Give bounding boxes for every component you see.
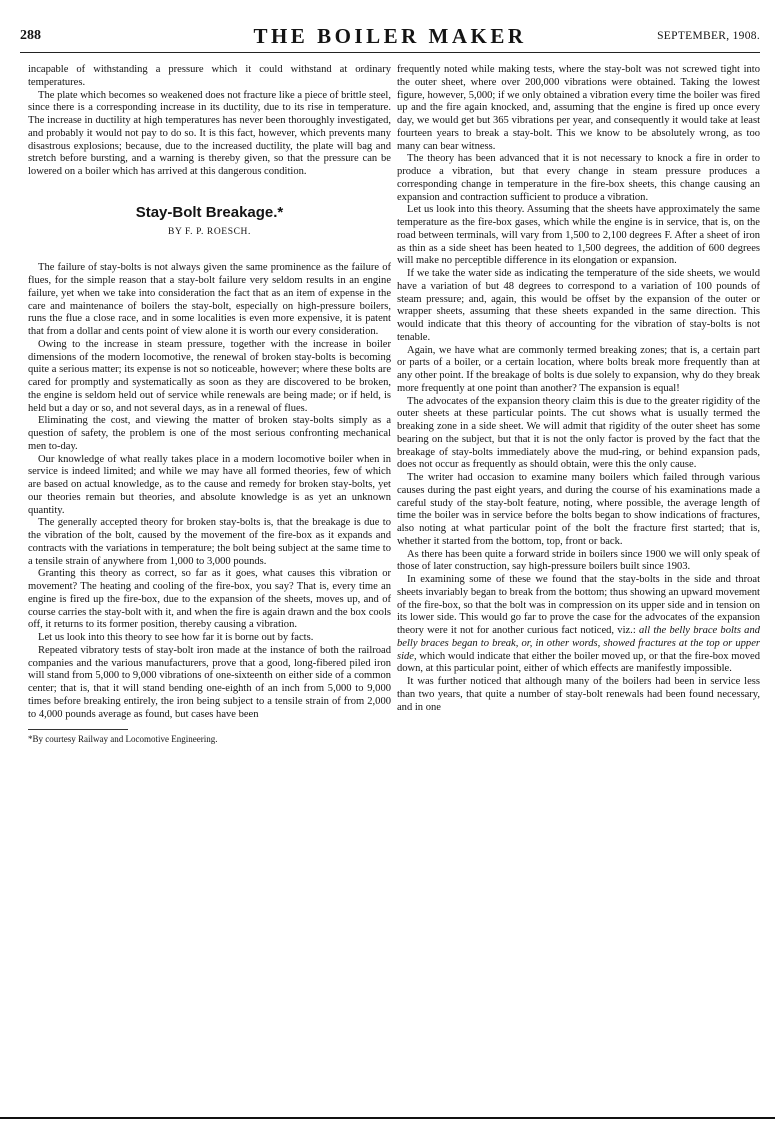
paragraph: The advocates of the expansion theory claim this is due to the greater rigidity of the outer sheets at these particular points. The cut shows what is usually termed the breaking zone in a side sheet. We will admit that rigidity of the outer sheet has some bearing on the subject, but that it is not the only factor is proved by the fact that the breakage of stay-bolts immediately above the mud-ring, or behind expansion pads, does not occur as frequently as should obtain, were this the only cause.	[397, 395, 760, 471]
paragraph: frequently noted while making tests, where the stay-bolt was not screwed tight into the outer sheet, where over 200,000 vibrations were obtained. Taking the lowest figure, however, 5,000; if we only obtained a vibration every time the boiler was fired up and the fire again knocked, and, assuming that the engine is fired up once every day, we would get but 365 vibrations per year, and consequently it would take at least fourteen years to break a stay-bolt. This we know to be absolutely wrong, as too many can bear witness.	[397, 64, 760, 152]
journal-title: THE BOILER MAKER	[253, 24, 527, 48]
paragraph: It was further noticed that although many of the boilers had been in service less than two years, that quite a number of stay-bolt renewals had been found necessary, and in one	[397, 676, 760, 713]
left-column	[28, 64, 391, 745]
paragraph: Again, we have what are commonly termed breaking zones; that is, a certain part or parts of a boiler, or a certain location, where bolts break more frequently than at any other point. If the breakage of bolts is due solely to expansion, why do they break more frequently at one point than another? The expansion is equal!	[397, 344, 760, 394]
paragraph: Granting this theory as correct, so far as it goes, what causes this vibration or movement? The heating and cooling of the fire-box, you say? That is, every time an engine is fired up the fire-box, due to the expansion of the sheets, moves up, and of course carries the stay-bolt with it, and when the fire is again drawn and the box cools off, it returns to its former position, thereby causing a vibration.	[28, 568, 391, 631]
footnote: *By courtesy Railway and Locomotive Engineering.	[28, 734, 218, 745]
article-title: Stay-Bolt Breakage.*	[135, 203, 284, 221]
bottom-rule	[0, 1117, 775, 1119]
paragraph: Repeated vibratory tests of stay-bolt iron made at the instance of both the railroad companies and the various manufacturers, prove that a good, long-fibered piled iron will stand from 5,000 to 9,000 vibrations of one-sixteenth on either side of a common center; that is, that it will stand bending one-eighth of an inch from 5,000 to 9,000 times before breaking entirely, the iron being subject to a tensile strain of from 2,000 to 4,000 pounds average as found, but cases have been	[28, 644, 391, 720]
paragraph: Let us look into this theory to see how far it is borne out by facts.	[38, 632, 314, 643]
header-rule	[20, 52, 760, 53]
page-header	[20, 26, 760, 50]
footnote-rule	[28, 729, 128, 730]
paragraph: Owing to the increase in steam pressure, together with the increase in boiler dimensions of the modern locomotive, the renewal of broken stay-bolts is becoming quite a serious matter; its expense is not so noticeable, however; where these bolts are cared for promptly and systematically as soon as they are discovered to be broken, the engine is seldom held out of service while renewals are being made; or if held, is held but a day or so, and not several days, as in a renewal of flues.	[28, 338, 391, 414]
paragraph: The plate which becomes so weakened does not fracture like a piece of brittle steel, since there is a corresponding increase in its ductility, due to its rise in temperature. The increase in ductility at high temperatures has never been thoroughly investigated, and probably it would not pay to do so. It is this fact, however, which prevents many disastrous explosions; because, due to the increased ductility, the plate will bag and stretch before bursting, and a warning is thereby given, so that the pressure can be lowered on a boiler which has arrived at this dangerous condition.	[28, 89, 391, 177]
paragraph-with-italics	[397, 574, 760, 676]
paragraph: If we take the water side as indicating the temperature of the side sheets, we would have a variation of but 48 degrees to correspond to a variation of 100 pounds of steam pressure; and, again, this would be offset by the expansion of the outer or wrapper sheets, assuming that these sheets expanded in the same direction. This would indicate that this theory of accounting for the vibration of stay-bolts is not tenable.	[397, 268, 760, 343]
paragraph: Our knowledge of what really takes place in a modern locomotive boiler when in service is indeed limited; and while we may have all formed theories, few of which are based on actual knowledge, as to the cause and remedy for broken stay-bolts, yet our theories remain but theories, and absolute knowledge is as yet an unknown quantity.	[28, 453, 391, 516]
italic-text-run: all the belly brace bolts and belly braces began to break, or, in other words, showed fractures at the top or upper side,	[397, 625, 760, 662]
paragraph: As there has been quite a forward stride in boilers since 1900 we will only speak of those of later construction, say high-pressure boilers built since 1903.	[397, 548, 760, 573]
paragraph: The theory has been advanced that it is not necessary to knock a fire in order to produce a vibration, but that every change in steam pressure produces a corresponding change in temperature in the fire-box sheets, this change causing an expansion and contraction sufficient to produce a vibration.	[397, 153, 760, 203]
paragraph: Eliminating the cost, and viewing the matter of broken stay-bolts simply as a question of safety, the problem is one of the most serious confronting mechanical men to-day.	[28, 415, 391, 452]
paragraph: The generally accepted theory for broken stay-bolts is, that the breakage is due to the vibration of the bolt, caused by the movement of the fire-box as it expands and contracts with the variations in temperature; the bolt being subject at the same time to a tensile strain of anywhere from 1,000 to 3,000 pounds.	[28, 517, 391, 567]
text-run: which would indicate that either the boiler moved up, or that the fire-box moved down, at this particular point, either of which effects are manifestly impossible.	[397, 650, 760, 675]
paragraph: Let us look into this theory. Assuming that the sheets have approximately the same temperature as the fire-box gases, which while the engine is in service, that is, on the road between terminals, will vary from 1,500 to 2,100 degrees F. After a sheet of iron as thin as a side sheet has been heated to 1,500 degrees, the addition of 600 degrees will make no perceptible difference in its elongation or expansion.	[397, 204, 760, 267]
right-column	[397, 64, 760, 714]
paragraph: incapable of withstanding a pressure which it could withstand at ordinary temperatures.	[28, 64, 391, 88]
article-byline: BY F. P. ROESCH.	[168, 226, 251, 237]
text-run: In examining some of these we found that the stay-bolts in the side and throat sheets invariably began to break from the bottom; thus showing an upward movement of the fire-box, so that the bolt was in compression on its upper side and in tension on its lower side. This would go far to prove the case for the advocates of the expansion theory were it not for another curious fact noticed, viz.:	[397, 574, 760, 636]
issue-date: SEPTEMBER, 1908.	[657, 30, 760, 42]
page-number: 288	[20, 28, 41, 43]
paragraph: The writer had occasion to examine many boilers which failed through various causes during the past eight years, and during the course of his examinations made a careful study of the stay-bolt feature, noting, where possible, the average length of time the boiler was in service before the bolts began to show indications of fractures, also noting at what particular point of the bolt the fracture first started; that is, whether it started from the bottom, top, front or back.	[397, 472, 760, 547]
paragraph: The failure of stay-bolts is not always given the same prominence as the failure of flues, for the simple reason that a stay-bolt failure very seldom results in an engine failure, yet when we take into consideration the fact that as an item of expense in the care and maintenance of boilers the stay-bolt, especially on high-pressure boilers, runs the flue a close race, and in some localities is even more expensive, it is patent that from a dollar and cents point of view alone it is worth our every consideration.	[28, 262, 391, 337]
